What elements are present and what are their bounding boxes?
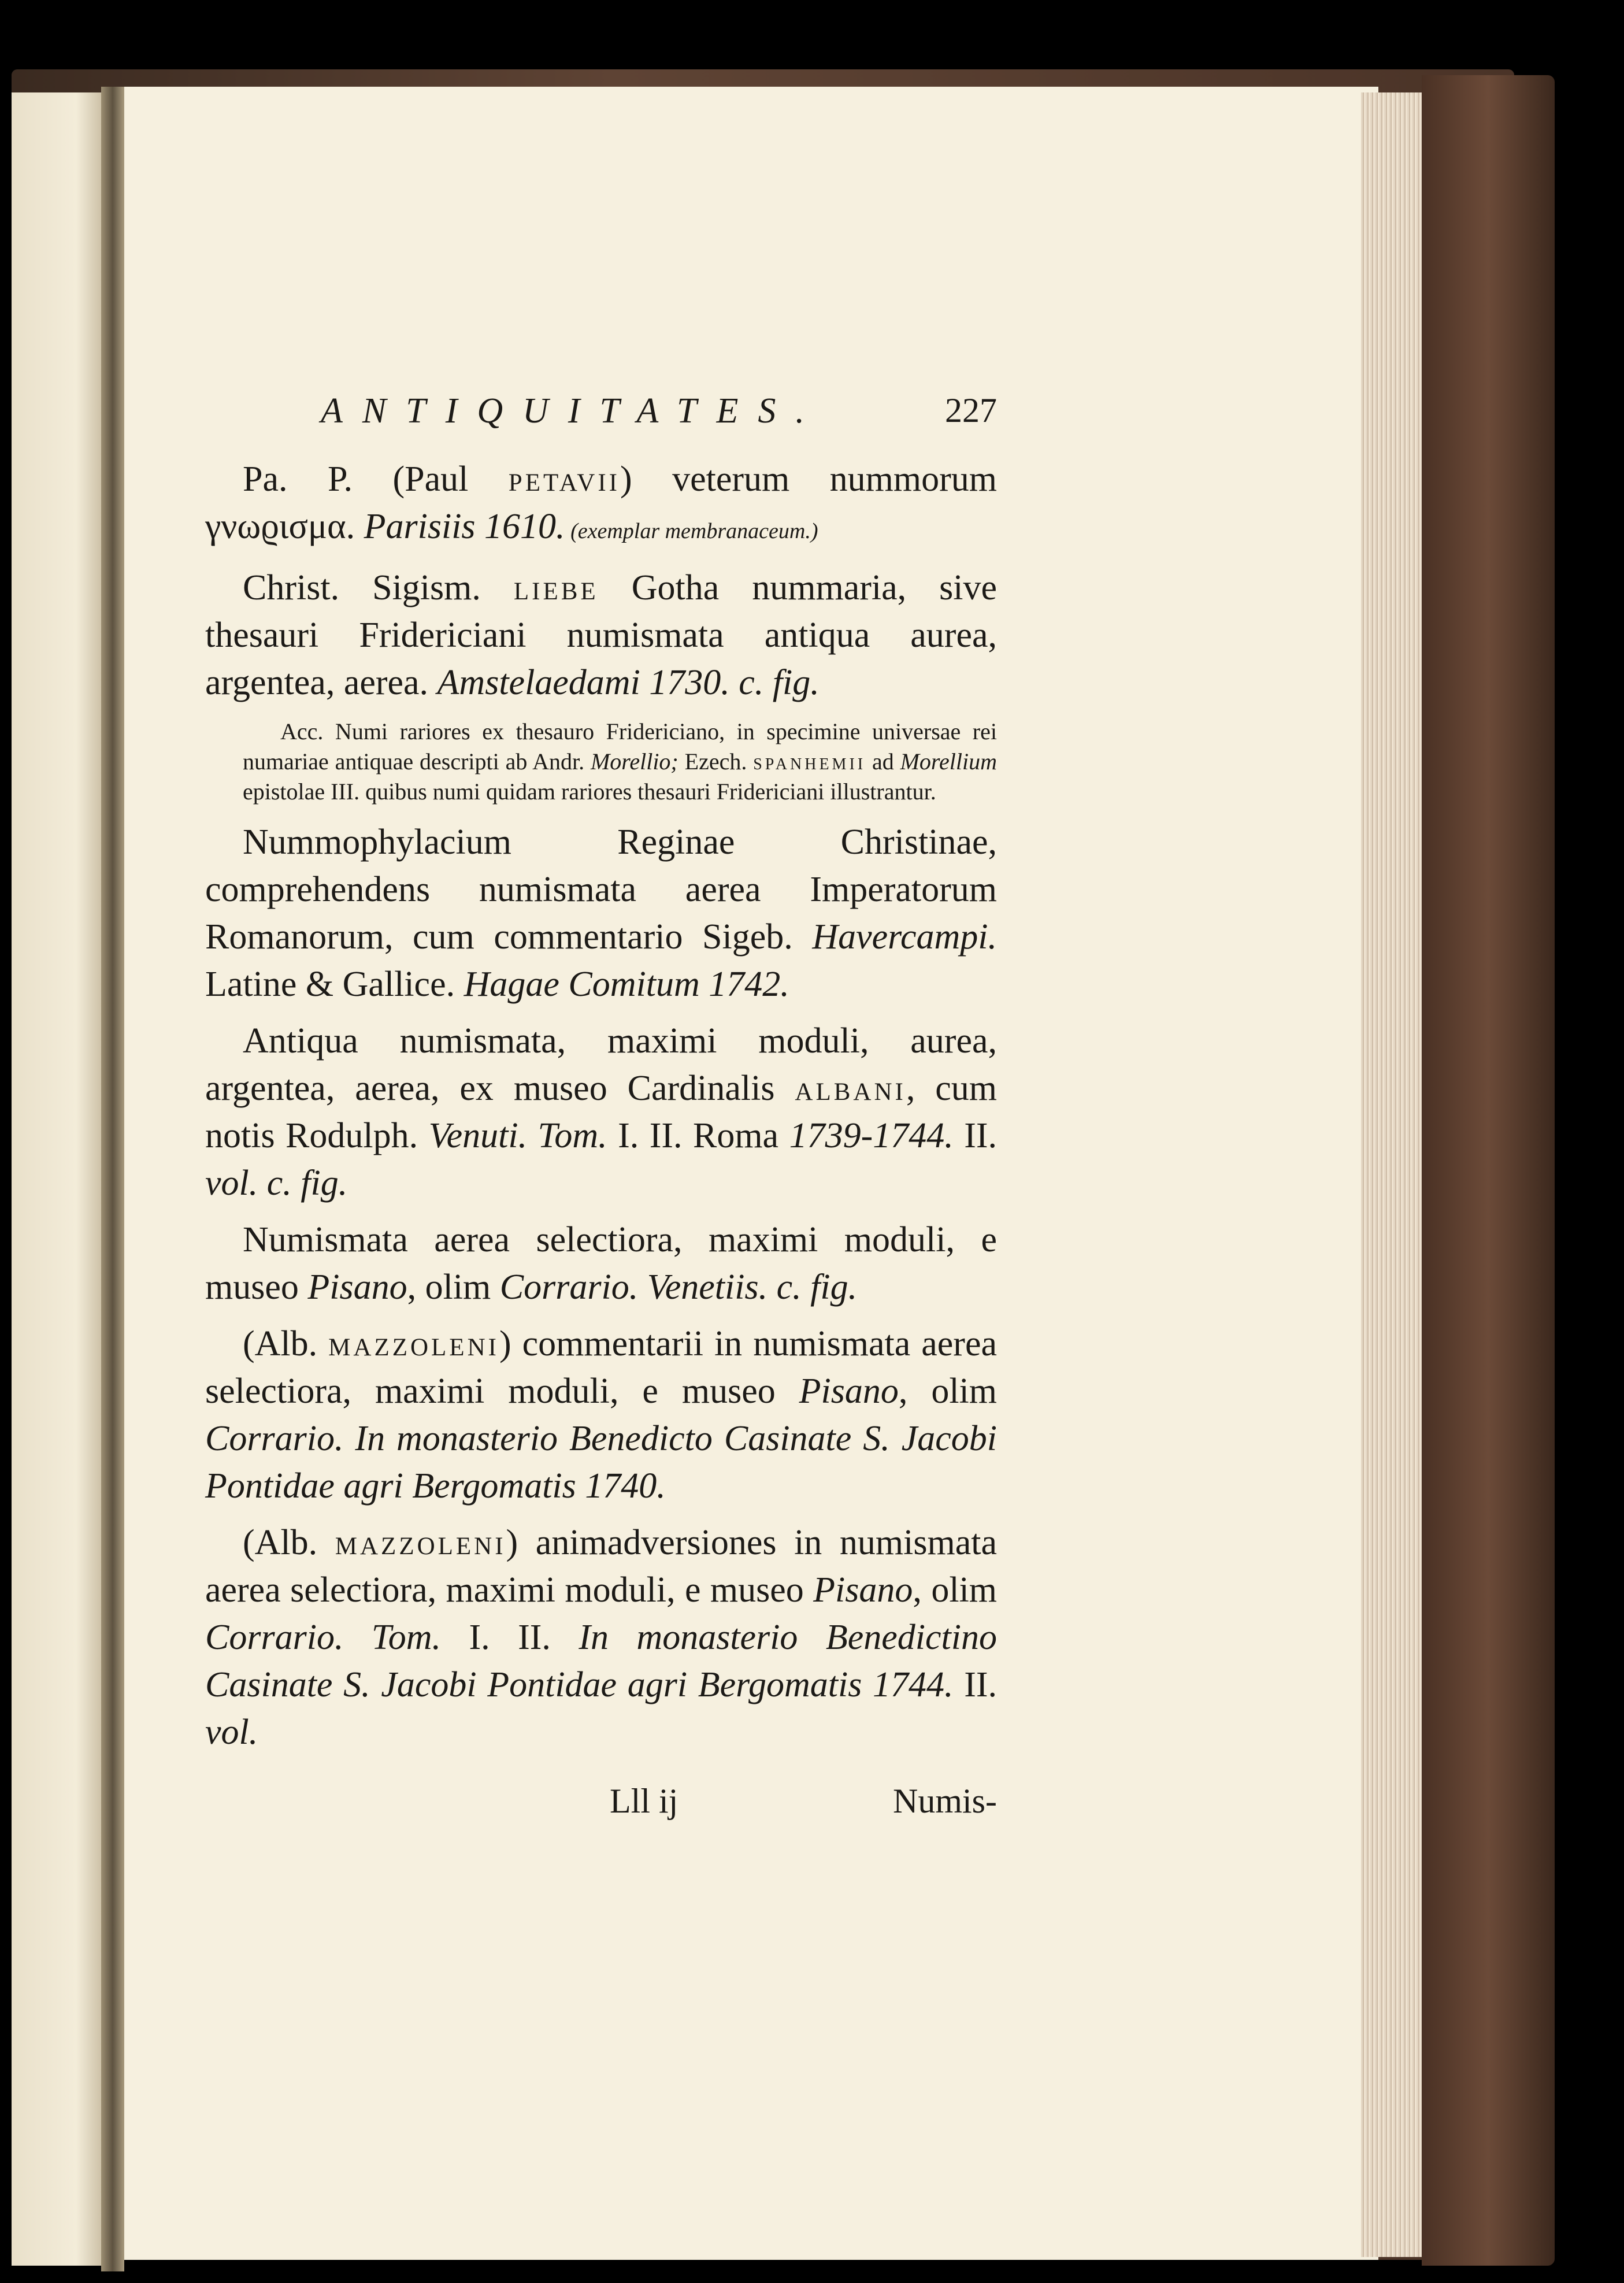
catalog-note: Acc. Numi rariores ex thesauro Fridericiano, in specimine universae rei numariae antiquae descripti ab Andr. Morellio; Ezech. spanhemii ad Morellium epistolae III. quibus numi quidam rariores thesauri Fridericiani illustrantur. [243, 718, 997, 805]
catalog-entry: Pa. P. (Paul petavii) veterum nummorum γνωϱισμα. Parisiis 1610. (exemplar membranaceum.) [205, 459, 997, 546]
running-title: ANTIQUITATES. [321, 391, 824, 431]
catchword: Numis- [893, 1782, 997, 1820]
catalog-entry: Nummophylacium Reginae Christinae, comprehendens numismata aerea Imperatorum Romanorum, cum commentario Sigeb. Havercampi. Latine & Gallice. Hagae Comitum 1742. [205, 822, 997, 1004]
page-body [205, 455, 997, 1756]
left-page-edge [12, 92, 104, 2266]
catalog-entry: Christ. Sigism. liebe Gotha nummaria, sive thesauri Fridericiani numismata antiqua aurea, argentea, aerea. Amstelaedami 1730. c. fig. [205, 568, 997, 702]
catalog-entry: (Alb. mazzoleni) commentarii in numismata aerea selectiora, maximi moduli, e museo Pisano, olim Corrario. In monasterio Benedicto Casinate S. Jacobi Pontidae agri Bergomatis 1740. [205, 1324, 997, 1506]
catalog-entry: Antiqua numismata, maximi moduli, aurea, argentea, aerea, ex museo Cardinalis albani, cum notis Rodulph. Venuti. Tom. I. II. Roma 1739-1744. II. vol. c. fig. [205, 1021, 997, 1203]
catalog-entry: Numismata aerea selectiora, maximi moduli, e museo Pisano, olim Corrario. Venetiis. c. fig. [205, 1220, 997, 1307]
signature-mark: Lll ij [610, 1782, 678, 1820]
catalog-entry: (Alb. mazzoleni) animadversiones in numismata aerea selectiora, maximi moduli, e museo Pisano, olim Corrario. Tom. I. II. In monasterio Benedictino Casinate S. Jacobi Pontidae agri Bergomatis 1744. II. vol. [205, 1523, 997, 1752]
page-header [321, 391, 997, 437]
book-gutter [101, 87, 124, 2271]
page-footer [205, 1781, 997, 1828]
page-edges [1361, 92, 1425, 2257]
page-number: 227 [945, 391, 997, 429]
book-spine [1422, 75, 1555, 2266]
